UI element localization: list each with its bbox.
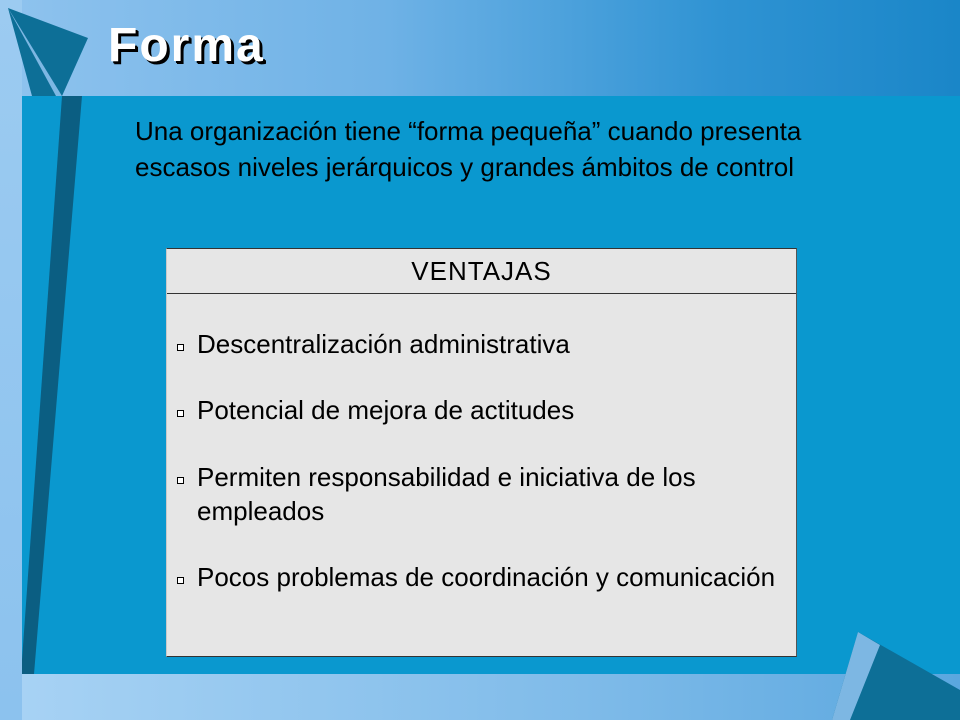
- square-bullet-icon: [177, 577, 184, 584]
- left-dark-bar: [22, 96, 82, 674]
- advantages-header: VENTAJAS: [167, 249, 796, 294]
- square-bullet-icon: [177, 410, 184, 417]
- list-item-text: Pocos problemas de coordinación y comunicación: [197, 562, 776, 592]
- list-item-text: Descentralización administrativa: [197, 329, 570, 359]
- slide-title: Forma: [108, 19, 265, 72]
- list-item-text: Permiten responsabilidad e iniciativa de los empleados: [197, 462, 696, 526]
- list-item: [197, 460, 777, 528]
- list-item: [197, 393, 777, 427]
- list-item: [197, 327, 777, 361]
- list-item-text: Potencial de mejora de actitudes: [197, 395, 575, 425]
- list-item: [197, 560, 777, 594]
- corner-fold-top-left: [8, 8, 88, 96]
- advantages-table: [166, 248, 797, 657]
- square-bullet-icon: [177, 344, 184, 351]
- square-bullet-icon: [177, 477, 184, 484]
- intro-text: Una organización tiene “forma pequeña” cuando presenta escasos niveles jerárquicos y grandes ámbitos de control: [135, 116, 802, 182]
